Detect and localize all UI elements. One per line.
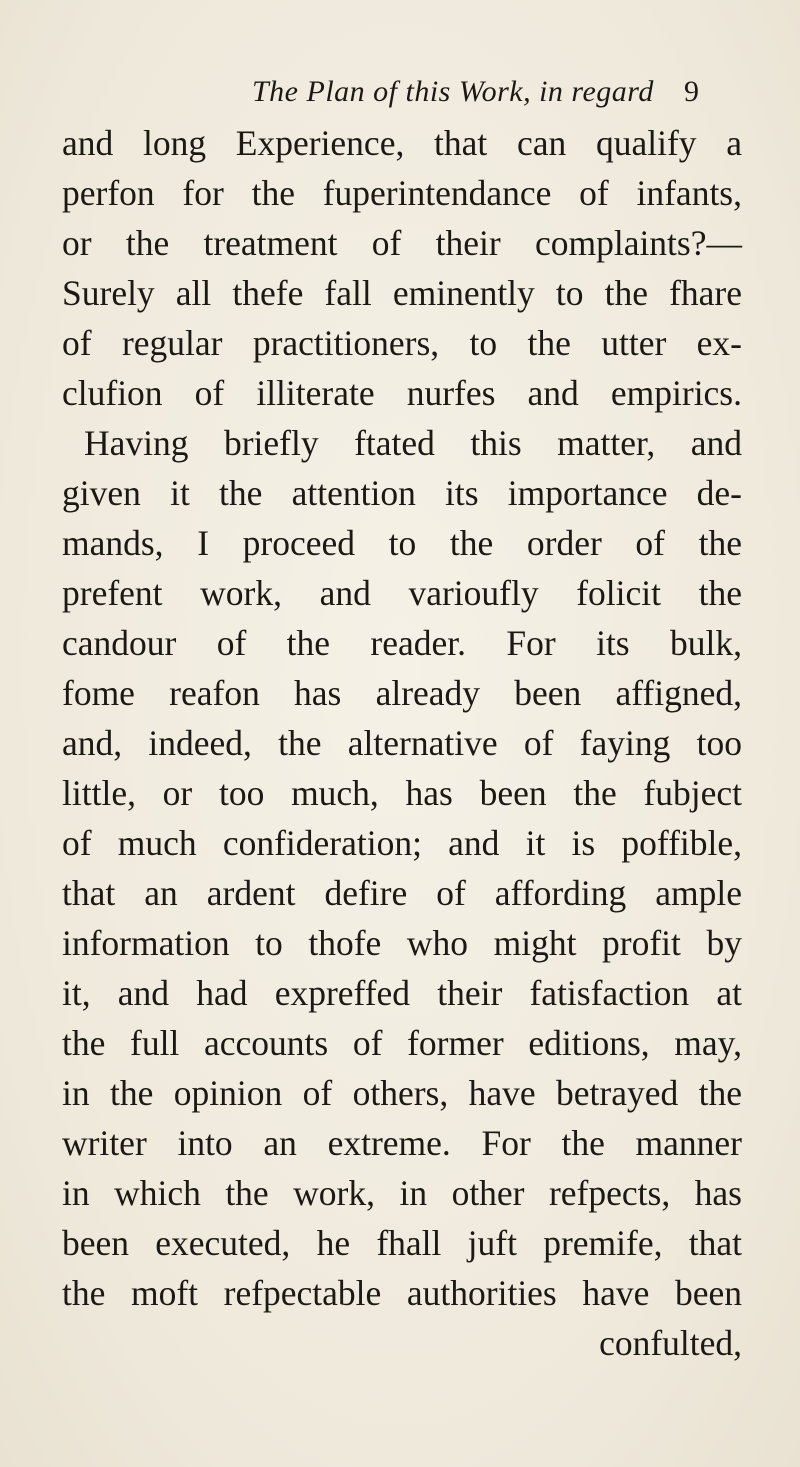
running-head [252,72,752,112]
running-title: The Plan of this Work, in regard [252,75,654,108]
text-line: Surely all thefe fall eminently to the fhare [62,273,742,313]
text-line: the full accounts of former editions, may, [62,1023,742,1063]
text-line: and long Experience, that can qualify a [62,123,742,163]
text-line: in which the work, in other refpects, has [62,1173,742,1213]
page-number: 9 [684,75,700,108]
text-line: clufion of illiterate nurfes and empirics. [62,373,742,413]
text-line: given it the attention its importance de- [62,473,742,513]
text-line: of regular practitioners, to the utter ex- [62,323,742,363]
text-line: or the treatment of their complaints?— [62,223,742,263]
text-line: fome reafon has already been affigned, [62,673,742,713]
text-line: prefent work, and varioufly folicit the [62,573,742,613]
text-line: writer into an extreme. For the manner [62,1123,742,1163]
text-line: perfon for the fuperintendance of infants, [62,173,742,213]
text-line: of much confideration; and it is poffible, [62,823,742,863]
text-line: it, and had expreffed their fatisfaction at [62,973,742,1013]
paragraph-start-line: Having briefly ftated this matter, and [84,423,742,463]
text-line: the moft refpectable authorities have been [62,1273,742,1313]
body-text [62,118,742,1368]
text-line: candour of the reader. For its bulk, [62,623,742,663]
catchword: confulted, [599,1323,742,1363]
text-line: been executed, he fhall juft premife, that [62,1223,742,1263]
text-line: information to thofe who might profit by [62,923,742,963]
text-line: little, or too much, has been the fubject [62,773,742,813]
text-line: that an ardent defire of affording ample [62,873,742,913]
text-line: mands, I proceed to the order of the [62,523,742,563]
text-line: in the opinion of others, have betrayed the [62,1073,742,1113]
text-line: and, indeed, the alternative of faying too [62,723,742,763]
